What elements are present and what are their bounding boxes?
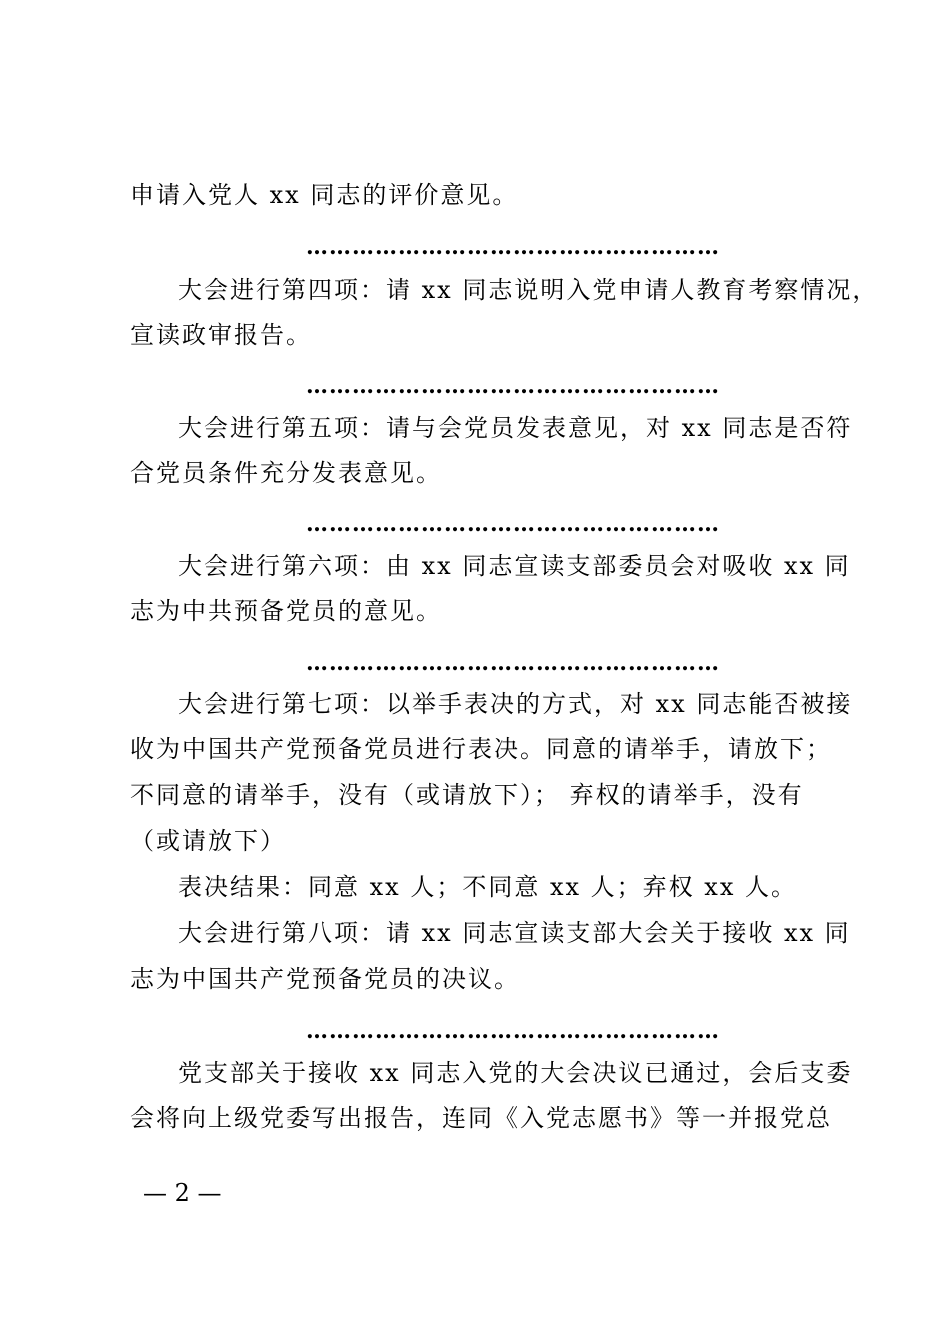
ellipsis-separator: ……………………………………………… <box>306 650 720 676</box>
paragraph-line: 志为中共预备党员的意见。 <box>130 597 442 625</box>
paragraph-line: 宣读政审报告。 <box>130 321 312 349</box>
paragraph-line: 大会进行第六项：由 xx 同志宣读支部委员会对吸收 xx 同 <box>178 552 851 580</box>
paragraph-line: 会将向上级党委写出报告，连同《入党志愿书》等一并报党总 <box>130 1104 832 1132</box>
paragraph-line: 党支部关于接收 xx 同志入党的大会决议已通过，会后支委 <box>178 1059 853 1087</box>
paragraph-line: 大会进行第四项：请 xx 同志说明入党申请人教育考察情况， <box>178 276 879 304</box>
paragraph-line: （或请放下） <box>130 827 286 855</box>
ellipsis-separator: ……………………………………………… <box>306 234 720 260</box>
paragraph-line: 志为中国共产党预备党员的决议。 <box>130 965 520 993</box>
paragraph-line: 不同意的请举手，没有（或请放下）； 弃权的请举手，没有 <box>130 781 804 809</box>
paragraph-line: 申请入党人 xx 同志的评价意见。 <box>130 181 519 209</box>
ellipsis-separator: ……………………………………………… <box>306 1018 720 1044</box>
paragraph-line: 合党员条件充分发表意见。 <box>130 459 442 487</box>
paragraph-line: 收为中国共产党预备党员进行表决。同意的请举手，请放下； <box>130 735 832 763</box>
paragraph-line: 大会进行第七项：以举手表决的方式，对 xx 同志能否被接 <box>178 690 853 718</box>
ellipsis-separator: ……………………………………………… <box>306 511 720 537</box>
paragraph-line: 表决结果：同意 xx 人；不同意 xx 人；弃权 xx 人。 <box>178 873 797 901</box>
paragraph-line: 大会进行第五项：请与会党员发表意见，对 xx 同志是否符 <box>178 414 853 442</box>
paragraph-line: 大会进行第八项：请 xx 同志宣读支部大会关于接收 xx 同 <box>178 919 851 947</box>
page-number: — 2 — <box>143 1179 222 1207</box>
ellipsis-separator: ……………………………………………… <box>306 373 720 399</box>
